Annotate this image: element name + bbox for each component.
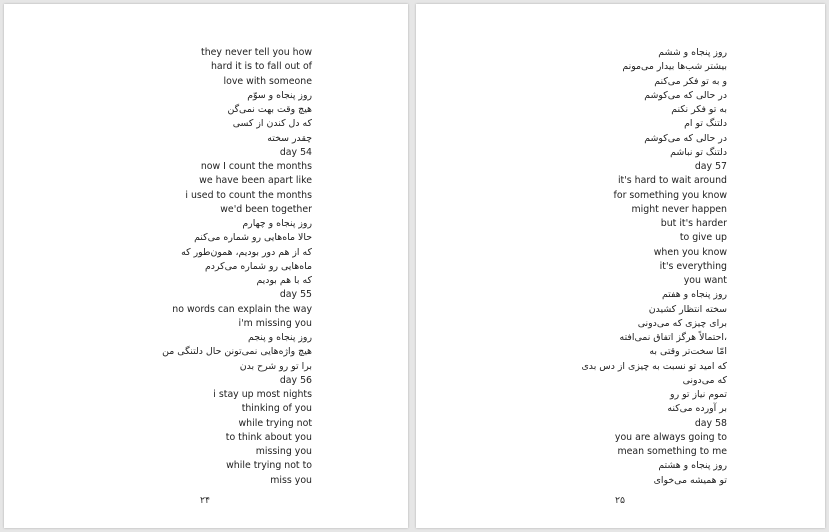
text-line: mean something to me: [617, 446, 727, 457]
text-line: که دل کندن از کسی: [232, 118, 312, 130]
text-line: but it's harder: [660, 218, 727, 229]
text-line: روز پنجاه و پنجم: [247, 332, 312, 343]
text-line: to give up: [679, 232, 727, 244]
text-line: might never happen: [631, 203, 727, 215]
text-line: حالا ماه‌هایی رو شماره می‌کنم: [194, 232, 312, 244]
text-line: i'm missing you: [238, 317, 312, 329]
text-line: احتمالاً هرگز اتفاق نمی‌افته،: [619, 332, 727, 343]
right-page-number: ۲۵: [615, 495, 626, 506]
text-line: سخته انتظار کشیدن: [648, 303, 727, 315]
text-line: for something you know: [613, 189, 727, 201]
text-line: که می‌دونی: [682, 374, 727, 386]
text-line: day 58: [694, 417, 727, 429]
text-line: روز پنجاه و چهارم: [242, 218, 312, 229]
text-line: i stay up most nights: [213, 389, 312, 400]
text-line: هیچ وقت بهت نمی‌گن: [227, 104, 312, 115]
text-line: day 54: [279, 146, 312, 158]
text-line: love with someone: [223, 75, 312, 87]
right-page: [416, 4, 825, 528]
text-line: it's hard to wait around: [617, 175, 727, 187]
text-line: دلتنگ تو ام: [684, 118, 727, 130]
left-page: [4, 4, 408, 528]
text-line: day 57: [694, 161, 727, 172]
text-line: برا تو رو شرح بدن: [239, 360, 312, 372]
text-line: هیچ واژه‌هایی نمی‌تونن حال دلتنگی من: [162, 346, 312, 358]
text-line: تو همیشه می‌خوای: [653, 474, 727, 486]
text-line: missing you: [255, 446, 312, 457]
text-line: you want: [683, 275, 727, 286]
text-line: دلتنگ تو نباشم: [670, 146, 727, 158]
text-line: we'd been together: [220, 203, 312, 215]
text-line: تموم نیاز تو رو: [670, 389, 727, 400]
text-line: که امید تو نسبت به چیزی از دس بدی: [581, 360, 727, 372]
left-page-text: [162, 46, 312, 488]
text-line: روز پنجاه و سوّم: [247, 89, 312, 101]
right-page-text: [581, 46, 727, 488]
text-line: thinking of you: [241, 403, 312, 415]
text-line: که از هم دور بودیم، همون‌طور که: [181, 246, 312, 258]
text-line: امّا سخت‌تر وقتی به: [649, 346, 727, 358]
text-line: they never tell you how: [201, 47, 312, 58]
text-line: برای چیزی که می‌دونی: [637, 317, 727, 329]
text-line: it's everything: [659, 260, 727, 272]
text-line: روز پنجاه و هشتم: [658, 460, 727, 472]
text-line: while trying not to: [226, 460, 312, 472]
text-line: now I count the months: [200, 161, 312, 172]
text-line: hard it is to fall out of: [210, 61, 312, 73]
text-line: روز پنجاه و هفتم: [661, 289, 727, 301]
text-line: you are always going to: [614, 431, 727, 443]
text-line: miss you: [270, 474, 312, 486]
text-line: ماه‌هایی رو شماره می‌کردم: [204, 260, 312, 272]
text-line: we have been apart like: [199, 175, 312, 187]
text-line: no words can explain the way: [172, 303, 312, 315]
text-line: در حالی که می‌کوشم: [644, 132, 727, 144]
text-line: در حالی که می‌کوشم: [644, 89, 727, 101]
text-line: day 55: [279, 289, 312, 301]
text-line: چقدر سخته: [267, 132, 312, 144]
left-page-number: ۲۴: [200, 495, 211, 506]
text-line: when you know: [653, 246, 727, 258]
text-line: که با هم بودیم: [256, 275, 312, 286]
text-line: بیشتر شب‌ها بیدار می‌مونم: [622, 61, 727, 73]
text-line: i used to count the months: [185, 189, 312, 201]
text-line: و به تو فکر می‌کنم: [654, 75, 727, 87]
text-line: while trying not: [238, 417, 312, 429]
text-line: روز پنجاه و ششم: [658, 47, 727, 58]
text-line: به تو فکر نکنم: [671, 104, 727, 115]
text-line: to think about you: [225, 431, 312, 443]
text-line: day 56: [279, 374, 312, 386]
text-line: بر آورده می‌کنه: [667, 403, 727, 415]
